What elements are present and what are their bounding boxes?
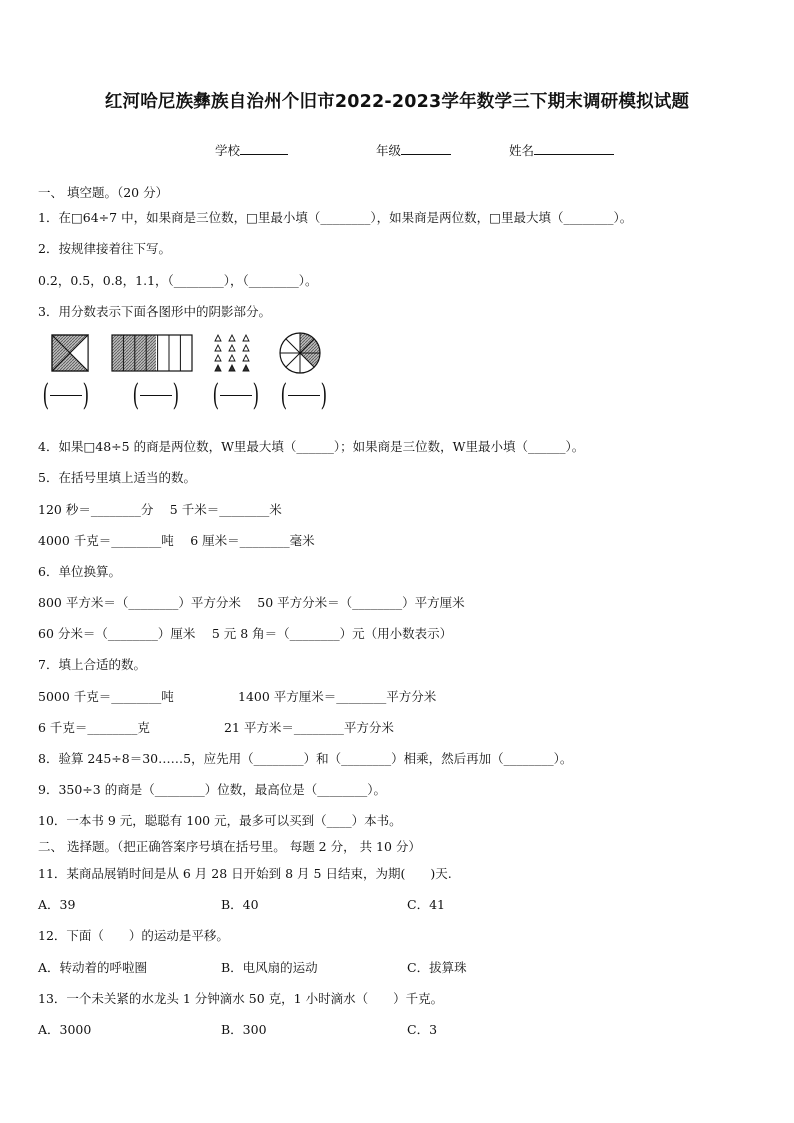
answer-blank-4[interactable]: ( ) (280, 378, 327, 413)
name-blank[interactable] (534, 142, 614, 155)
question-2-sequence: 0.2，0.5，0.8，1.1，（________），（________）。 (38, 273, 318, 288)
question-8: 8．验算 245÷8＝30……5，应先用（________）和（________）相乘，然后再加（________）。 (38, 751, 573, 766)
question-6-a: 800 平方米＝（________）平方分米 50 平方分米＝（________）平方厘米 (38, 595, 465, 610)
question-1: 1．在□64÷7 中，如果商是三位数，□里最小填（________），如果商是两位数，□里最大填（________）。 (38, 210, 633, 225)
figure-square (51, 334, 89, 372)
question-13: 13．一个未关紧的水龙头 1 分钟滴水 50 克，1 小时滴水（ ）千克。 (38, 991, 444, 1006)
q12-option-b[interactable]: B．电风扇的运动 (221, 960, 318, 975)
answer-blank-2[interactable]: ( ) (132, 378, 179, 413)
school-label: 学校 (215, 143, 241, 158)
question-5: 5．在括号里填上适当的数。 (38, 470, 196, 485)
q11-option-a[interactable]: A．39 (38, 897, 76, 912)
q11-option-c[interactable]: C．41 (407, 897, 445, 912)
q12-option-c[interactable]: C．拔算珠 (407, 960, 467, 975)
question-2: 2．按规律接着往下写。 (38, 241, 171, 256)
question-9: 9．350÷3 的商是（________）位数，最高位是（________）。 (38, 782, 386, 797)
question-11: 11．某商品展销时间是从 6 月 28 日开始到 8 月 5 日结束，为期( )天. (38, 866, 452, 881)
question-7-b2: 21 平方米＝________平方分米 (224, 720, 394, 735)
page-title: 红河哈尼族彝族自治州个旧市2022-2023学年数学三下期末调研模拟试题 (104, 92, 690, 112)
question-7: 7．填上合适的数。 (38, 657, 146, 672)
question-4: 4．如果□48÷5 的商是两位数，W里最大填（______）；如果商是三位数，W里最小填（______）。 (38, 439, 585, 454)
q13-option-a[interactable]: A．3000 (38, 1022, 92, 1037)
question-5-b: 4000 千克＝________吨 6 厘米＝________毫米 (38, 533, 315, 548)
name-label: 姓名 (509, 143, 535, 158)
question-5-a: 120 秒＝________分 5 千米＝________米 (38, 502, 282, 517)
section1-heading: 一、 填空题。（20 分） (38, 185, 169, 200)
q13-option-b[interactable]: B．300 (221, 1022, 267, 1037)
school-blank[interactable] (240, 142, 288, 155)
grade-label: 年级 (376, 143, 402, 158)
question-7-b1: 6 千克＝________克 (38, 720, 150, 735)
figure-triangles (213, 333, 253, 373)
question-7-a1: 5000 千克＝________吨 (38, 689, 174, 704)
answer-blank-3[interactable]: ( ) (212, 378, 259, 413)
figure-circle (278, 331, 322, 375)
question-6-b: 60 分米＝（________）厘米 5 元 8 角＝（________）元（用小数表示） (38, 626, 453, 641)
question-7-a2: 1400 平方厘米＝________平方分米 (238, 689, 437, 704)
figure-rectangle (111, 334, 193, 372)
q13-option-c[interactable]: C．3 (407, 1022, 438, 1037)
grade-blank[interactable] (401, 142, 451, 155)
school-field (215, 141, 288, 159)
question-12: 12．下面（ ）的运动是平移。 (38, 928, 229, 943)
q11-option-b[interactable]: B．40 (221, 897, 259, 912)
answer-blank-1[interactable]: ( ) (42, 378, 89, 413)
q12-option-a[interactable]: A．转动着的呼啦圈 (38, 960, 148, 975)
question-3: 3．用分数表示下面各图形中的阴影部分。 (38, 304, 271, 319)
question-6: 6．单位换算。 (38, 564, 121, 579)
grade-field (376, 141, 451, 159)
question-10: 10．一本书 9 元，聪聪有 100 元，最多可以买到（____）本书。 (38, 813, 402, 828)
section2-heading: 二、 选择题。（把正确答案序号填在括号里。 每题 2 分， 共 10 分） (38, 839, 421, 854)
name-field (509, 141, 614, 159)
